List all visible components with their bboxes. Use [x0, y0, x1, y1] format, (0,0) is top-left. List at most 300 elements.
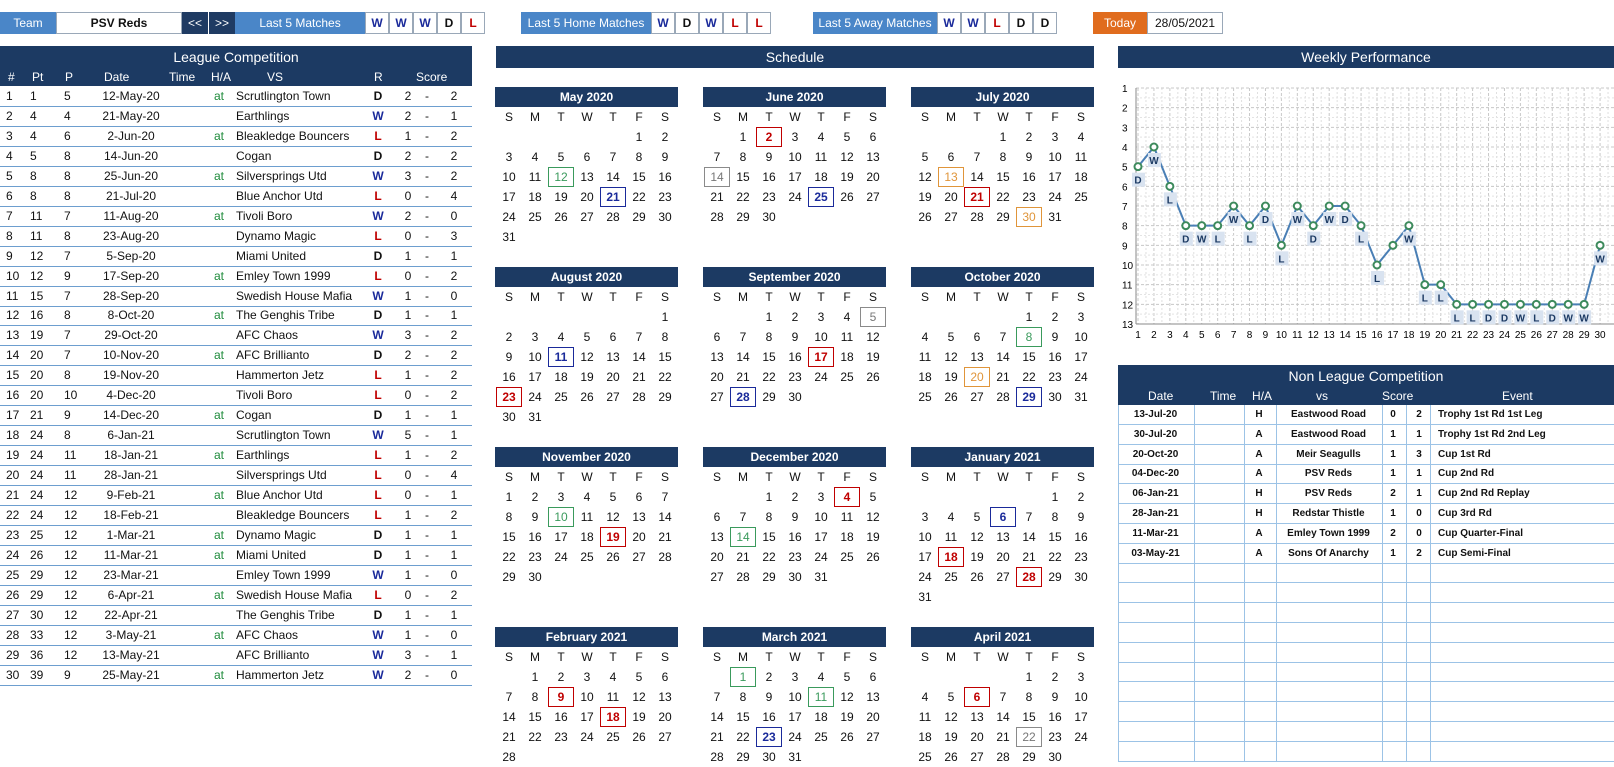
calendar-day[interactable]: 10 — [788, 150, 802, 164]
calendar-day[interactable]: 18 — [1074, 170, 1088, 184]
calendar-day[interactable]: 8 — [739, 150, 747, 164]
calendar-day[interactable]: 26 — [944, 750, 958, 764]
calendar-day[interactable]: 21 — [632, 370, 646, 384]
calendar-day[interactable]: 13 — [866, 150, 880, 164]
calendar-day[interactable]: 28 — [710, 210, 724, 224]
calendar-day[interactable]: 22 — [736, 730, 750, 744]
calendar-day[interactable]: 11 — [814, 150, 828, 164]
calendar-day[interactable]: 20 — [606, 370, 620, 384]
calendar-day[interactable]: 11 — [528, 170, 542, 184]
calendar-day[interactable]: 11 — [918, 350, 932, 364]
calendar-day[interactable]: 25 — [814, 730, 828, 744]
league-row[interactable] — [0, 646, 472, 666]
nonleague-row[interactable] — [1118, 603, 1614, 623]
match-day[interactable]: 4 — [834, 487, 860, 507]
calendar-day[interactable]: 19 — [866, 530, 880, 544]
nonleague-row[interactable] — [1118, 722, 1614, 742]
calendar-day[interactable]: 27 — [658, 730, 672, 744]
calendar-day[interactable]: 9 — [531, 510, 539, 524]
calendar-day[interactable]: 17 — [502, 190, 516, 204]
calendar-day[interactable]: 31 — [918, 590, 932, 604]
calendar-day[interactable]: 29 — [502, 570, 516, 584]
calendar-day[interactable]: 8 — [739, 690, 747, 704]
calendar-day[interactable]: 22 — [1048, 550, 1062, 564]
calendar-day[interactable]: 9 — [1077, 510, 1085, 524]
calendar-day[interactable]: 4 — [843, 310, 851, 324]
calendar-day[interactable]: 27 — [970, 750, 984, 764]
calendar-day[interactable]: 6 — [973, 330, 981, 344]
calendar-day[interactable]: 15 — [736, 170, 750, 184]
calendar-day[interactable]: 16 — [554, 710, 568, 724]
calendar-day[interactable]: 21 — [996, 730, 1010, 744]
calendar-day[interactable]: 5 — [921, 150, 929, 164]
calendar-day[interactable]: 27 — [944, 210, 958, 224]
calendar-day[interactable]: 27 — [970, 390, 984, 404]
calendar-day[interactable]: 1 — [765, 310, 773, 324]
league-row[interactable] — [0, 87, 472, 107]
calendar-day[interactable]: 8 — [661, 330, 669, 344]
calendar-day[interactable]: 10 — [814, 510, 828, 524]
calendar-day[interactable]: 19 — [944, 370, 958, 384]
calendar-day[interactable]: 26 — [918, 210, 932, 224]
calendar-day[interactable]: 19 — [632, 710, 646, 724]
calendar-day[interactable]: 9 — [765, 690, 773, 704]
calendar-day[interactable]: 23 — [1048, 370, 1062, 384]
calendar-day[interactable]: 7 — [505, 690, 513, 704]
calendar-day[interactable]: 7 — [661, 490, 669, 504]
calendar-day[interactable]: 7 — [713, 150, 721, 164]
calendar-day[interactable]: 19 — [970, 550, 984, 564]
calendar-day[interactable]: 31 — [528, 410, 542, 424]
calendar-day[interactable]: 9 — [1051, 690, 1059, 704]
calendar-day[interactable]: 11 — [840, 330, 854, 344]
calendar-day[interactable]: 18 — [814, 710, 828, 724]
calendar-day[interactable]: 26 — [632, 730, 646, 744]
calendar-day[interactable]: 9 — [505, 350, 513, 364]
calendar-day[interactable]: 15 — [736, 710, 750, 724]
calendar-day[interactable]: 20 — [710, 370, 724, 384]
calendar-day[interactable]: 22 — [528, 730, 542, 744]
match-day[interactable]: 2 — [756, 127, 782, 147]
nonleague-row[interactable] — [1118, 445, 1614, 465]
nonleague-row[interactable] — [1118, 484, 1614, 504]
calendar-day[interactable]: 5 — [843, 670, 851, 684]
league-row[interactable] — [0, 127, 472, 147]
match-day[interactable]: 28 — [1016, 567, 1042, 587]
league-row[interactable] — [0, 506, 472, 526]
calendar-day[interactable]: 30 — [1048, 390, 1062, 404]
calendar-day[interactable]: 1 — [635, 130, 643, 144]
match-day[interactable]: 14 — [704, 167, 730, 187]
calendar-day[interactable]: 14 — [502, 710, 516, 724]
calendar-day[interactable]: 18 — [814, 170, 828, 184]
calendar-day[interactable]: 10 — [528, 350, 542, 364]
calendar-day[interactable]: 14 — [1022, 530, 1036, 544]
calendar-day[interactable]: 1 — [505, 490, 513, 504]
calendar-day[interactable]: 9 — [1025, 150, 1033, 164]
calendar-day[interactable]: 14 — [996, 710, 1010, 724]
calendar-day[interactable]: 11 — [580, 510, 594, 524]
calendar-day[interactable]: 17 — [788, 710, 802, 724]
calendar-day[interactable]: 24 — [1048, 190, 1062, 204]
calendar-day[interactable]: 27 — [866, 730, 880, 744]
calendar-day[interactable]: 26 — [580, 390, 594, 404]
calendar-day[interactable]: 21 — [502, 730, 516, 744]
calendar-day[interactable]: 22 — [762, 550, 776, 564]
calendar-day[interactable]: 25 — [944, 570, 958, 584]
league-row[interactable] — [0, 466, 472, 486]
calendar-day[interactable]: 7 — [999, 690, 1007, 704]
calendar-day[interactable]: 4 — [817, 670, 825, 684]
calendar-day[interactable]: 23 — [1022, 190, 1036, 204]
calendar-day[interactable]: 8 — [635, 150, 643, 164]
league-row[interactable] — [0, 566, 472, 586]
nonleague-row[interactable] — [1118, 702, 1614, 722]
calendar-day[interactable]: 20 — [944, 190, 958, 204]
calendar-day[interactable]: 20 — [710, 550, 724, 564]
calendar-day[interactable]: 12 — [918, 170, 932, 184]
calendar-day[interactable]: 17 — [1048, 170, 1062, 184]
calendar-day[interactable]: 20 — [632, 530, 646, 544]
league-row[interactable] — [0, 606, 472, 626]
calendar-day[interactable]: 29 — [1048, 570, 1062, 584]
match-day[interactable]: 9 — [548, 687, 574, 707]
calendar-day[interactable]: 15 — [1022, 350, 1036, 364]
match-day[interactable]: 28 — [730, 387, 756, 407]
today-date[interactable]: 28/05/2021 — [1147, 12, 1223, 34]
calendar-day[interactable]: 23 — [788, 370, 802, 384]
calendar-day[interactable]: 29 — [1022, 750, 1036, 764]
calendar-day[interactable]: 8 — [505, 510, 513, 524]
match-day[interactable]: 18 — [938, 547, 964, 567]
calendar-day[interactable]: 16 — [502, 370, 516, 384]
calendar-day[interactable]: 31 — [1048, 210, 1062, 224]
calendar-day[interactable]: 3 — [1077, 310, 1085, 324]
calendar-day[interactable]: 19 — [580, 370, 594, 384]
calendar-day[interactable]: 30 — [1048, 750, 1062, 764]
match-day[interactable]: 17 — [808, 347, 834, 367]
calendar-day[interactable]: 20 — [658, 710, 672, 724]
calendar-day[interactable]: 26 — [840, 730, 854, 744]
calendar-day[interactable]: 3 — [791, 130, 799, 144]
league-row[interactable] — [0, 526, 472, 546]
calendar-day[interactable]: 24 — [528, 390, 542, 404]
calendar-day[interactable]: 7 — [999, 330, 1007, 344]
calendar-day[interactable]: 26 — [866, 550, 880, 564]
calendar-day[interactable]: 10 — [1048, 150, 1062, 164]
calendar-day[interactable]: 19 — [944, 730, 958, 744]
calendar-day[interactable]: 8 — [1051, 510, 1059, 524]
calendar-day[interactable]: 28 — [502, 750, 516, 764]
calendar-day[interactable]: 22 — [658, 370, 672, 384]
calendar-day[interactable]: 1 — [999, 130, 1007, 144]
calendar-day[interactable]: 15 — [632, 170, 646, 184]
calendar-day[interactable]: 13 — [866, 690, 880, 704]
calendar-day[interactable]: 5 — [635, 670, 643, 684]
calendar-day[interactable]: 24 — [1074, 730, 1088, 744]
calendar-day[interactable]: 10 — [814, 330, 828, 344]
calendar-day[interactable]: 16 — [762, 170, 776, 184]
calendar-day[interactable]: 6 — [635, 490, 643, 504]
calendar-day[interactable]: 1 — [531, 670, 539, 684]
league-row[interactable] — [0, 386, 472, 406]
calendar-day[interactable]: 5 — [947, 330, 955, 344]
calendar-day[interactable]: 21 — [658, 530, 672, 544]
calendar-day[interactable]: 1 — [739, 130, 747, 144]
calendar-day[interactable]: 2 — [791, 490, 799, 504]
calendar-day[interactable]: 15 — [658, 350, 672, 364]
calendar-day[interactable]: 17 — [580, 710, 594, 724]
match-day[interactable]: 23 — [756, 727, 782, 747]
calendar-day[interactable]: 29 — [632, 210, 646, 224]
calendar-day[interactable]: 8 — [765, 330, 773, 344]
calendar-day[interactable]: 7 — [739, 330, 747, 344]
calendar-day[interactable]: 7 — [973, 150, 981, 164]
calendar-day[interactable]: 18 — [554, 370, 568, 384]
nonleague-row[interactable] — [1118, 464, 1614, 484]
calendar-day[interactable]: 15 — [762, 530, 776, 544]
calendar-day[interactable]: 5 — [843, 130, 851, 144]
calendar-day[interactable]: 6 — [661, 670, 669, 684]
calendar-day[interactable]: 25 — [606, 730, 620, 744]
match-day[interactable]: 11 — [808, 687, 834, 707]
calendar-day[interactable]: 16 — [1074, 530, 1088, 544]
calendar-day[interactable]: 25 — [918, 750, 932, 764]
calendar-day[interactable]: 12 — [840, 150, 854, 164]
calendar-day[interactable]: 3 — [583, 670, 591, 684]
calendar-day[interactable]: 30 — [528, 570, 542, 584]
calendar-day[interactable]: 28 — [710, 750, 724, 764]
calendar-day[interactable]: 24 — [814, 370, 828, 384]
calendar-day[interactable]: 28 — [996, 390, 1010, 404]
league-row[interactable] — [0, 306, 472, 326]
calendar-day[interactable]: 15 — [1022, 710, 1036, 724]
nonleague-row[interactable] — [1118, 504, 1614, 524]
calendar-day[interactable]: 2 — [765, 670, 773, 684]
calendar-day[interactable]: 18 — [840, 350, 854, 364]
calendar-day[interactable]: 27 — [632, 550, 646, 564]
calendar-day[interactable]: 13 — [970, 350, 984, 364]
calendar-day[interactable]: 29 — [658, 390, 672, 404]
calendar-day[interactable]: 1 — [1025, 310, 1033, 324]
calendar-day[interactable]: 30 — [788, 390, 802, 404]
calendar-day[interactable]: 8 — [765, 510, 773, 524]
calendar-day[interactable]: 3 — [531, 330, 539, 344]
calendar-day[interactable]: 8 — [999, 150, 1007, 164]
calendar-day[interactable]: 4 — [921, 690, 929, 704]
match-day[interactable]: 20 — [964, 367, 990, 387]
nonleague-row[interactable] — [1118, 563, 1614, 583]
calendar-day[interactable]: 12 — [866, 510, 880, 524]
calendar-day[interactable]: 6 — [713, 510, 721, 524]
nonleague-row[interactable] — [1118, 583, 1614, 603]
nonleague-row[interactable] — [1118, 662, 1614, 682]
calendar-day[interactable]: 24 — [788, 730, 802, 744]
calendar-day[interactable]: 2 — [1051, 310, 1059, 324]
match-day[interactable]: 5 — [860, 307, 886, 327]
league-row[interactable] — [0, 446, 472, 466]
calendar-day[interactable]: 5 — [557, 150, 565, 164]
calendar-day[interactable]: 12 — [606, 510, 620, 524]
league-row[interactable] — [0, 366, 472, 386]
calendar-day[interactable]: 13 — [632, 510, 646, 524]
calendar-day[interactable]: 14 — [736, 350, 750, 364]
match-day[interactable]: 1 — [730, 667, 756, 687]
calendar-day[interactable]: 10 — [502, 170, 516, 184]
calendar-day[interactable]: 5 — [869, 490, 877, 504]
calendar-day[interactable]: 2 — [661, 130, 669, 144]
calendar-day[interactable]: 4 — [531, 150, 539, 164]
calendar-day[interactable]: 30 — [658, 210, 672, 224]
calendar-day[interactable]: 30 — [762, 210, 776, 224]
calendar-day[interactable]: 13 — [710, 530, 724, 544]
calendar-day[interactable]: 3 — [817, 310, 825, 324]
calendar-day[interactable]: 17 — [814, 530, 828, 544]
match-day[interactable]: 6 — [990, 507, 1016, 527]
league-row[interactable] — [0, 406, 472, 426]
calendar-day[interactable]: 12 — [866, 330, 880, 344]
calendar-day[interactable]: 16 — [1048, 710, 1062, 724]
calendar-day[interactable]: 23 — [762, 190, 776, 204]
calendar-day[interactable]: 4 — [817, 130, 825, 144]
nonleague-row[interactable] — [1118, 544, 1614, 564]
calendar-day[interactable]: 15 — [528, 710, 542, 724]
calendar-day[interactable]: 27 — [710, 570, 724, 584]
calendar-day[interactable]: 7 — [1025, 510, 1033, 524]
calendar-day[interactable]: 26 — [840, 190, 854, 204]
calendar-day[interactable]: 19 — [840, 710, 854, 724]
calendar-day[interactable]: 9 — [1051, 330, 1059, 344]
nonleague-row[interactable] — [1118, 623, 1614, 643]
calendar-day[interactable]: 18 — [918, 370, 932, 384]
league-row[interactable] — [0, 207, 472, 227]
match-day[interactable]: 21 — [600, 187, 626, 207]
calendar-day[interactable]: 14 — [606, 170, 620, 184]
calendar-day[interactable]: 16 — [1022, 170, 1036, 184]
calendar-day[interactable]: 8 — [1025, 690, 1033, 704]
calendar-day[interactable]: 20 — [580, 190, 594, 204]
league-row[interactable] — [0, 346, 472, 366]
calendar-day[interactable]: 4 — [583, 490, 591, 504]
calendar-day[interactable]: 13 — [710, 350, 724, 364]
nonleague-row[interactable] — [1118, 742, 1614, 762]
calendar-day[interactable]: 7 — [635, 330, 643, 344]
calendar-day[interactable]: 23 — [528, 550, 542, 564]
calendar-day[interactable]: 13 — [970, 710, 984, 724]
calendar-day[interactable]: 10 — [580, 690, 594, 704]
calendar-day[interactable]: 28 — [658, 550, 672, 564]
calendar-day[interactable]: 10 — [1074, 330, 1088, 344]
match-day[interactable]: 8 — [1016, 327, 1042, 347]
calendar-day[interactable]: 19 — [840, 170, 854, 184]
calendar-day[interactable]: 8 — [531, 690, 539, 704]
calendar-day[interactable]: 29 — [762, 570, 776, 584]
calendar-day[interactable]: 26 — [944, 390, 958, 404]
calendar-day[interactable]: 31 — [502, 230, 516, 244]
league-row[interactable] — [0, 666, 472, 686]
match-day[interactable]: 29 — [1016, 387, 1042, 407]
match-day[interactable]: 23 — [496, 387, 522, 407]
calendar-day[interactable]: 29 — [736, 750, 750, 764]
calendar-day[interactable]: 14 — [996, 350, 1010, 364]
calendar-day[interactable]: 16 — [528, 530, 542, 544]
calendar-day[interactable]: 1 — [1025, 670, 1033, 684]
calendar-day[interactable]: 16 — [762, 710, 776, 724]
calendar-day[interactable]: 3 — [557, 490, 565, 504]
match-day[interactable]: 6 — [964, 687, 990, 707]
calendar-day[interactable]: 2 — [557, 670, 565, 684]
calendar-day[interactable]: 4 — [1077, 130, 1085, 144]
calendar-day[interactable]: 11 — [840, 510, 854, 524]
nonleague-row[interactable] — [1118, 643, 1614, 663]
calendar-day[interactable]: 16 — [1048, 350, 1062, 364]
calendar-day[interactable]: 11 — [1074, 150, 1088, 164]
calendar-day[interactable]: 16 — [788, 530, 802, 544]
calendar-day[interactable]: 21 — [736, 370, 750, 384]
calendar-day[interactable]: 25 — [1074, 190, 1088, 204]
calendar-day[interactable]: 27 — [710, 390, 724, 404]
calendar-day[interactable]: 3 — [505, 150, 513, 164]
calendar-day[interactable]: 2 — [1025, 130, 1033, 144]
calendar-day[interactable]: 2 — [791, 310, 799, 324]
league-row[interactable] — [0, 287, 472, 307]
match-day[interactable]: 13 — [938, 167, 964, 187]
calendar-day[interactable]: 23 — [554, 730, 568, 744]
calendar-day[interactable]: 24 — [580, 730, 594, 744]
calendar-day[interactable]: 28 — [996, 750, 1010, 764]
team-select[interactable]: PSV Reds — [56, 12, 182, 34]
league-row[interactable] — [0, 546, 472, 566]
calendar-day[interactable]: 28 — [606, 210, 620, 224]
calendar-day[interactable]: 3 — [1051, 130, 1059, 144]
prev-team-button[interactable]: << — [182, 12, 208, 34]
calendar-day[interactable]: 1 — [1051, 490, 1059, 504]
match-day[interactable]: 18 — [600, 707, 626, 727]
calendar-day[interactable]: 4 — [557, 330, 565, 344]
calendar-day[interactable]: 28 — [736, 570, 750, 584]
calendar-day[interactable]: 19 — [918, 190, 932, 204]
calendar-day[interactable]: 25 — [580, 550, 594, 564]
calendar-day[interactable]: 6 — [583, 150, 591, 164]
calendar-day[interactable]: 20 — [996, 550, 1010, 564]
calendar-day[interactable]: 20 — [866, 170, 880, 184]
calendar-day[interactable]: 10 — [918, 530, 932, 544]
calendar-day[interactable]: 9 — [791, 510, 799, 524]
calendar-day[interactable]: 29 — [762, 390, 776, 404]
match-day[interactable]: 14 — [730, 527, 756, 547]
league-row[interactable] — [0, 227, 472, 247]
calendar-day[interactable]: 2 — [505, 330, 513, 344]
league-row[interactable] — [0, 187, 472, 207]
calendar-day[interactable]: 7 — [739, 510, 747, 524]
calendar-day[interactable]: 23 — [1048, 730, 1062, 744]
calendar-day[interactable]: 7 — [609, 150, 617, 164]
calendar-day[interactable]: 26 — [606, 550, 620, 564]
calendar-day[interactable]: 22 — [502, 550, 516, 564]
match-day[interactable]: 30 — [1016, 207, 1042, 227]
calendar-day[interactable]: 5 — [583, 330, 591, 344]
calendar-day[interactable]: 30 — [1074, 570, 1088, 584]
calendar-day[interactable]: 11 — [944, 530, 958, 544]
calendar-day[interactable]: 12 — [944, 350, 958, 364]
match-day[interactable]: 12 — [548, 167, 574, 187]
calendar-day[interactable]: 4 — [921, 330, 929, 344]
calendar-day[interactable]: 5 — [973, 510, 981, 524]
calendar-day[interactable]: 17 — [788, 170, 802, 184]
calendar-day[interactable]: 6 — [609, 330, 617, 344]
calendar-day[interactable]: 1 — [661, 310, 669, 324]
calendar-day[interactable]: 29 — [736, 210, 750, 224]
